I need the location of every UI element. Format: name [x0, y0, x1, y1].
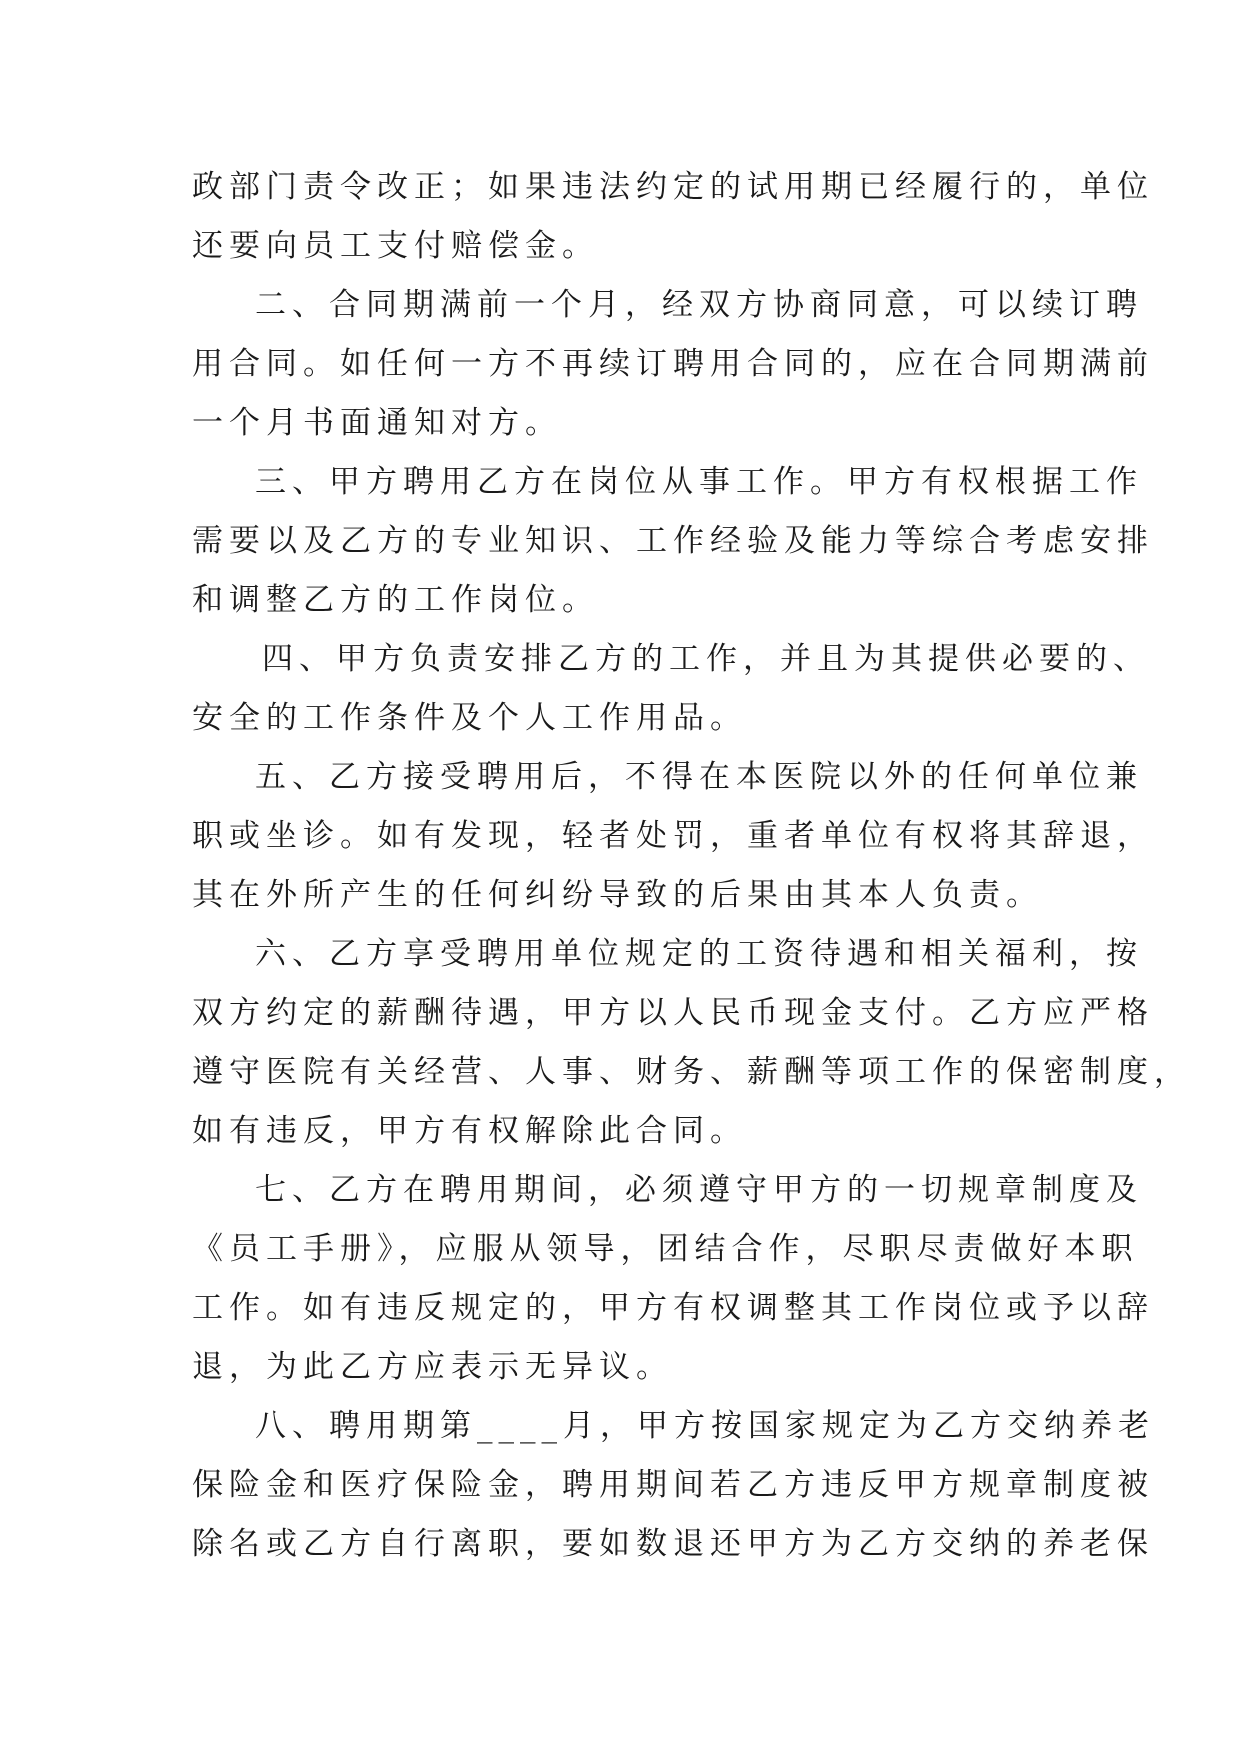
text-line: 工作。如有违反规定的，甲方有权调整其工作岗位或予以辞 [192, 1290, 1154, 1326]
text-line: 《员工手册》，应服从领导，团结合作，尽职尽责做好本职 [192, 1231, 1139, 1267]
text-line: 退，为此乙方应表示无异议。 [192, 1349, 673, 1385]
text-line: 政部门责令改正；如果违法约定的试用期已经履行的，单位 [192, 169, 1154, 205]
text-line: 双方约定的薪酬待遇，甲方以人民币现金支付。乙方应严格 [192, 995, 1154, 1031]
text-line: 安全的工作条件及个人工作用品。 [192, 700, 747, 736]
text-line: 遵守医院有关经营、人事、财务、薪酬等项工作的保密制度， [192, 1054, 1191, 1090]
document-body [192, 158, 1191, 1574]
clause-5-line: 五、乙方接受聘用后，不得在本医院以外的任何单位兼 [255, 759, 1143, 795]
text-line: 一个月书面通知对方。 [192, 405, 562, 441]
clause-8-line: 八、聘用期第____月，甲方按国家规定为乙方交纳养老 [255, 1408, 1155, 1444]
clause-3-line: 三、甲方聘用乙方在岗位从事工作。甲方有权根据工作 [255, 464, 1143, 500]
text-line: 其在外所产生的任何纠纷导致的后果由其本人负责。 [192, 877, 1043, 913]
text-line: 除名或乙方自行离职，要如数退还甲方为乙方交纳的养老保 [192, 1526, 1154, 1562]
clause-4-line: 四、甲方负责安排乙方的工作，并且为其提供必要的、 [262, 641, 1150, 677]
text-line: 需要以及乙方的专业知识、工作经验及能力等综合考虑安排 [192, 523, 1154, 559]
text-line: 用合同。如任何一方不再续订聘用合同的，应在合同期满前 [192, 346, 1154, 382]
text-line: 如有违反，甲方有权解除此合同。 [192, 1113, 747, 1149]
clause-6-line: 六、乙方享受聘用单位规定的工资待遇和相关福利，按 [255, 936, 1143, 972]
text-line: 和调整乙方的工作岗位。 [192, 582, 599, 618]
clause-7-line: 七、乙方在聘用期间，必须遵守甲方的一切规章制度及 [255, 1172, 1143, 1208]
text-line: 还要向员工支付赔偿金。 [192, 228, 599, 264]
text-line: 职或坐诊。如有发现，轻者处罚，重者单位有权将其辞退， [192, 818, 1154, 854]
text-line: 保险金和医疗保险金，聘用期间若乙方违反甲方规章制度被 [192, 1467, 1154, 1503]
clause-2-line: 二、合同期满前一个月，经双方协商同意，可以续订聘 [255, 287, 1143, 323]
